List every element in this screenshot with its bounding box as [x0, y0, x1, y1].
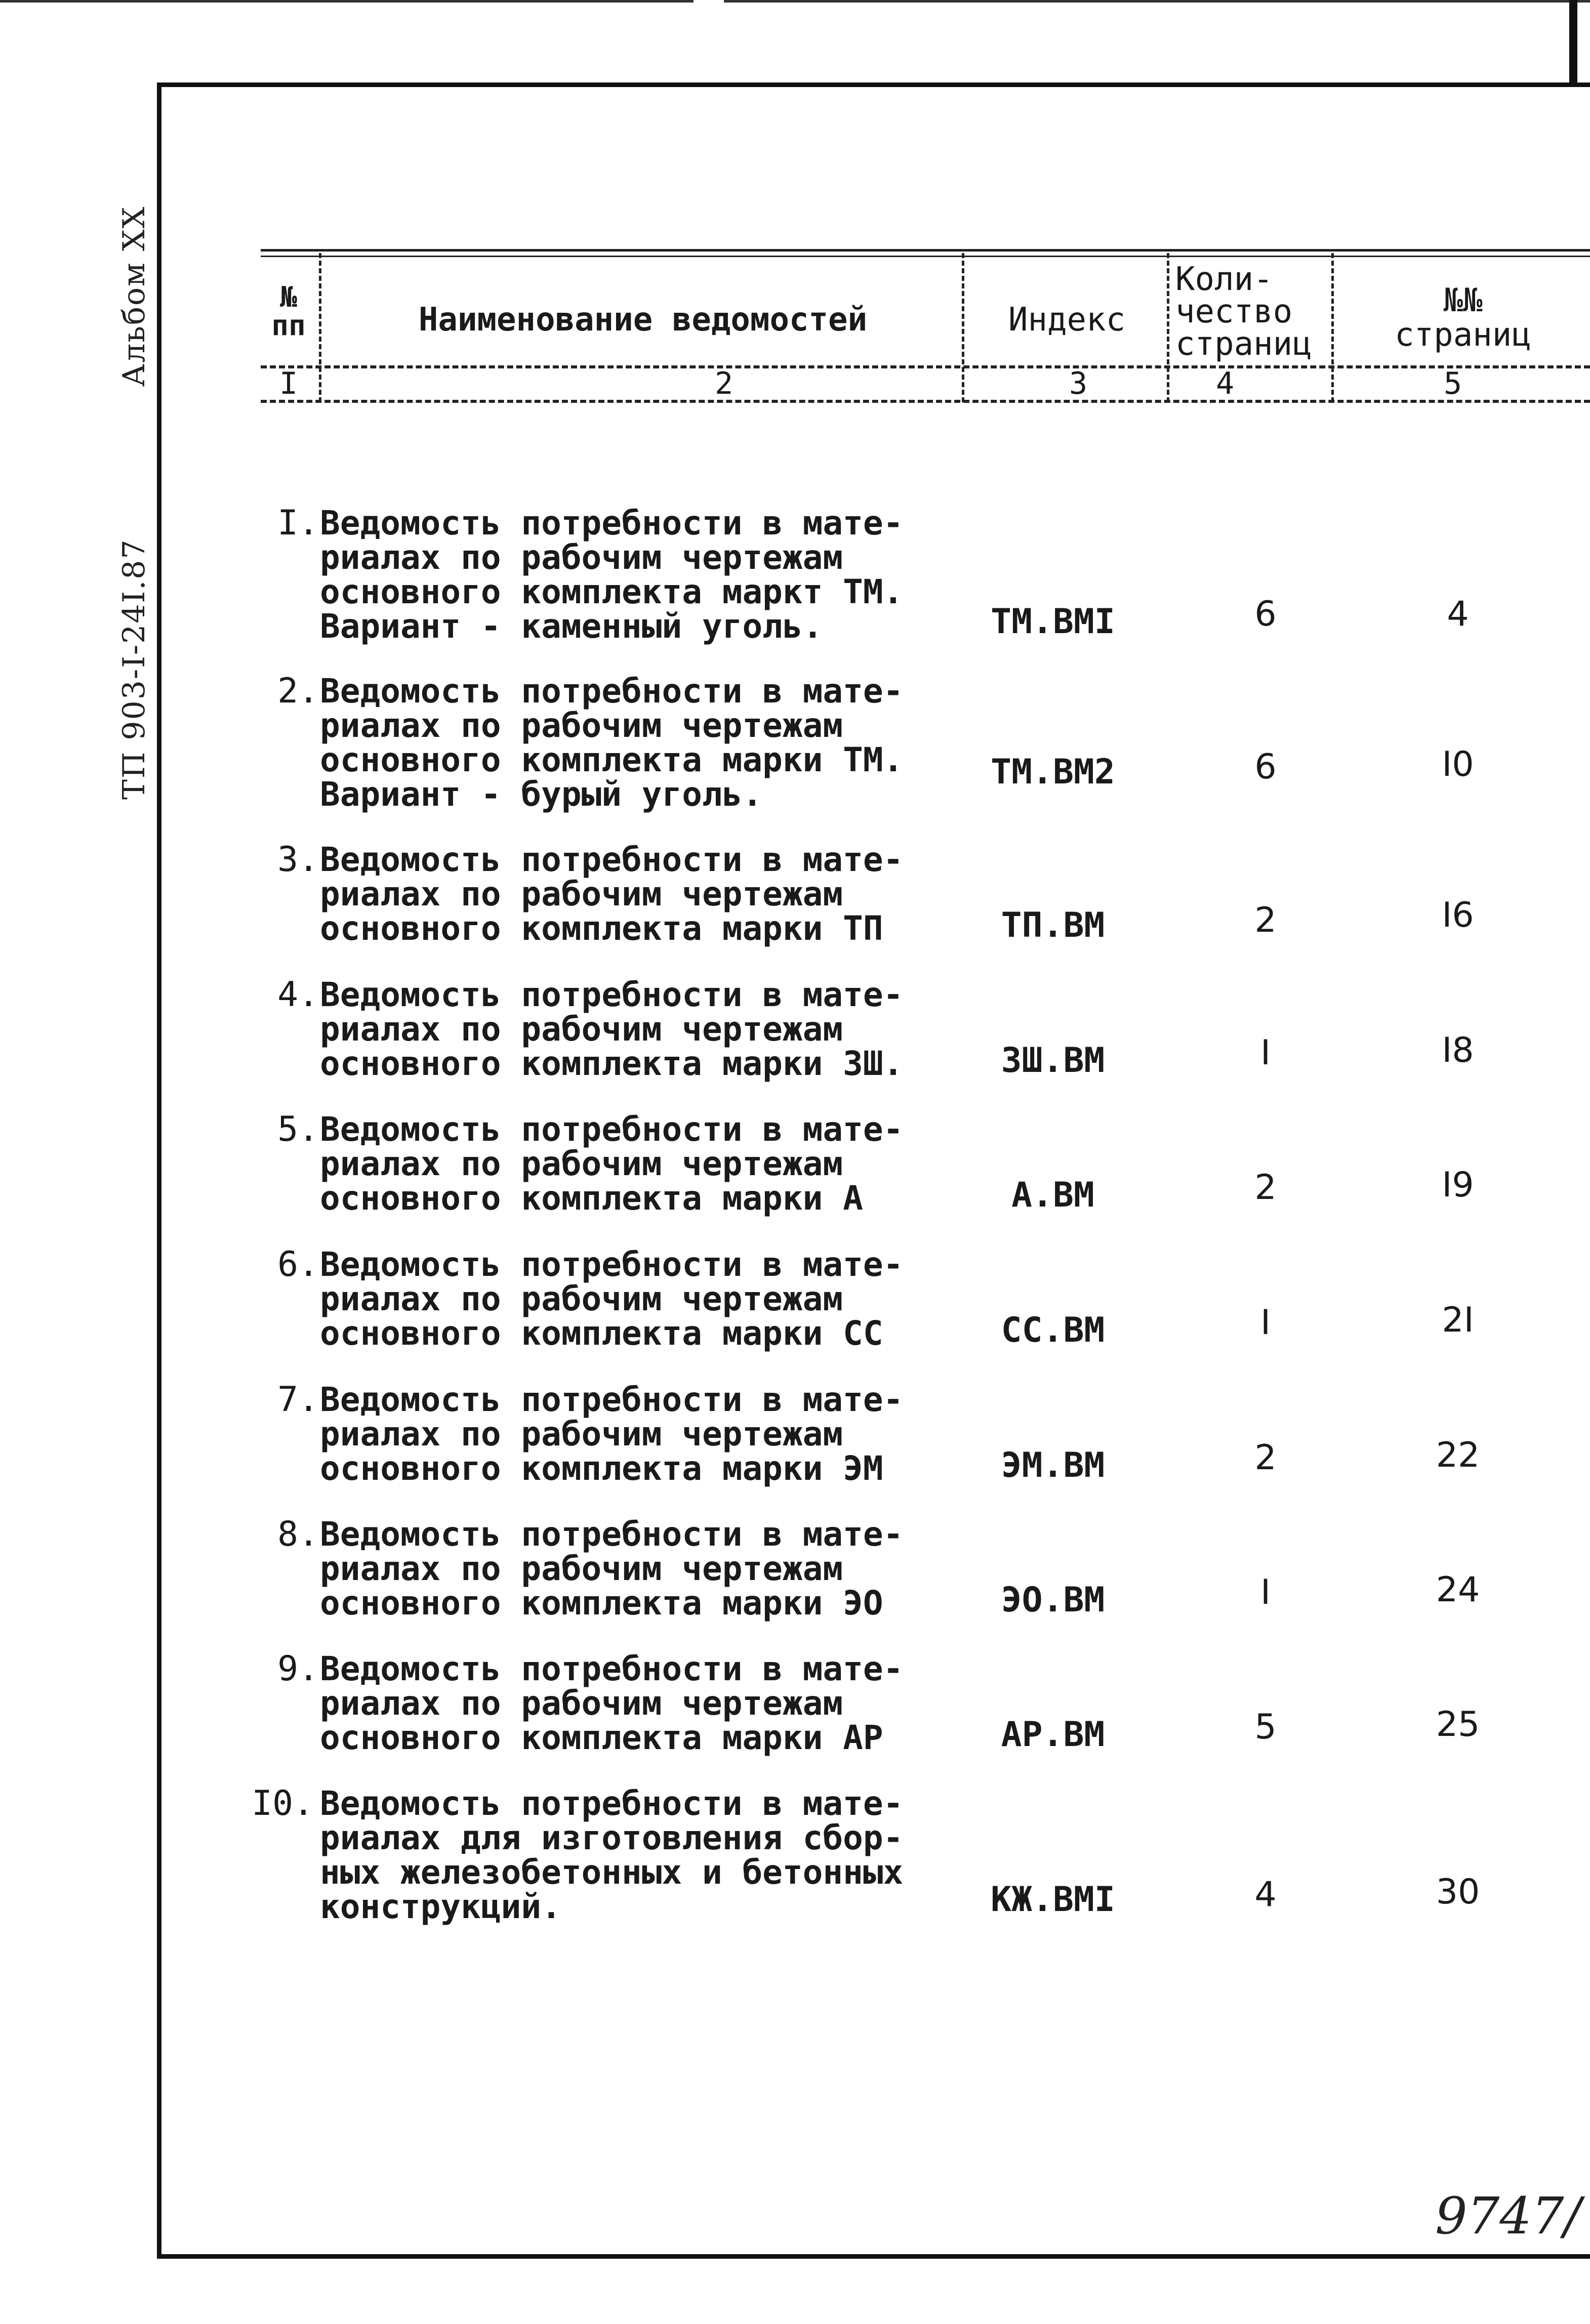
archive-number-stamp: 9747/ [1435, 2186, 1581, 2246]
row-number: 5. [277, 1109, 319, 1149]
row-index: СС.ВМ [1001, 1310, 1105, 1350]
row-count: 4 [1254, 1875, 1277, 1915]
row-page: I8 [1442, 1030, 1474, 1070]
row-index: ТП.ВМ [1001, 905, 1105, 945]
row-page: 4 [1447, 594, 1469, 634]
row-number: I0. [252, 1783, 314, 1823]
header-num: № пп [271, 281, 306, 342]
row-description: Ведомость потребности в мате- риалах по рабочим чертежам основного комплекта марки СС [320, 1245, 904, 1353]
row-page: 30 [1436, 1872, 1480, 1912]
row-description: Ведомость потребности в мате- риалах по рабочим чертежам основного комплекта марки ЭМ [320, 1380, 904, 1488]
row-number: 7. [277, 1380, 319, 1420]
row-description: Ведомость потребности в мате- риалах по рабочим чертежам основного комплекта марки АР [320, 1649, 904, 1757]
header-top-rule [261, 249, 1590, 252]
header-index: Индекс [1008, 301, 1126, 339]
row-page: 22 [1436, 1435, 1480, 1475]
row-index: ЗШ.ВМ [1001, 1041, 1105, 1081]
row-number: 3. [277, 840, 319, 880]
row-index: ЭО.ВМ [1001, 1580, 1105, 1620]
row-index: АР.ВМ [1001, 1715, 1105, 1755]
col-number-4: 4 [1215, 366, 1235, 401]
row-number: 2. [277, 671, 319, 711]
row-count: I [1260, 1572, 1271, 1612]
header-mid-rule [261, 365, 1590, 368]
row-index: ТМ.ВМ2 [991, 752, 1115, 792]
col-divider-1 [319, 253, 321, 402]
row-number: 8. [277, 1514, 319, 1554]
row-description: Ведомость потребности в мате- риалах по рабочим чертежам основного комплекта марки ТМ. Вариант - бурый уголь. [320, 672, 904, 814]
album-label: Альбом ХХ [116, 205, 152, 387]
row-count: 6 [1254, 594, 1277, 634]
row-count: 2 [1254, 1168, 1277, 1208]
row-page: 25 [1436, 1705, 1480, 1745]
row-description: Ведомость потребности в мате- риалах для изготовления сбор- ных железобетонных и бетонных конструкций. [320, 1784, 904, 1926]
row-page: 24 [1436, 1570, 1480, 1610]
row-index: А.ВМ [1011, 1175, 1094, 1215]
header-top-rule-2 [261, 256, 1590, 257]
row-index: ТМ.ВМI [991, 602, 1115, 642]
row-count: I [1260, 1303, 1271, 1343]
row-description: Ведомость потребности в мате- риалах по рабочим чертежам основного комплекта марки ЭО [320, 1515, 904, 1623]
row-index: КЖ.ВМI [991, 1880, 1115, 1920]
row-number: 6. [277, 1244, 319, 1284]
row-count: 2 [1254, 1438, 1277, 1478]
row-index: ЭМ.ВМ [1001, 1445, 1105, 1485]
header-name: Наименование ведомостей [418, 301, 868, 339]
row-page: I6 [1442, 895, 1474, 935]
col-number-3: 3 [1069, 366, 1088, 401]
row-description: Ведомость потребности в мате- риалах по рабочим чертежам основного комплекта марки А [320, 1110, 904, 1218]
col-divider-2 [962, 253, 964, 402]
top-corner-mark [1569, 0, 1577, 84]
row-count: 6 [1254, 747, 1277, 787]
row-number: 9. [277, 1649, 319, 1689]
row-page: I0 [1442, 744, 1474, 784]
header-count: Коли- чество страниц [1175, 261, 1312, 363]
row-page: I9 [1442, 1165, 1474, 1205]
row-count: I [1260, 1033, 1271, 1073]
row-page: 2I [1442, 1300, 1474, 1340]
doc-code: ТП 903-I-24I.87 [116, 538, 152, 800]
header-pages: №№ страниц [1395, 282, 1531, 354]
row-count: 2 [1254, 900, 1277, 940]
col-number-2: 2 [714, 366, 733, 401]
row-count: 5 [1254, 1707, 1277, 1747]
col-number-5: 5 [1443, 366, 1462, 401]
row-description: Ведомость потребности в мате- риалах по рабочим чертежам основного комплекта марки ТП [320, 840, 904, 948]
top-edge-line-left [0, 0, 694, 3]
col-number-1: I [279, 366, 298, 401]
top-edge-line-right [724, 0, 1590, 3]
row-description: Ведомость потребности в мате- риалах по рабочим чертежам основного комплекта марки ЗШ. [320, 975, 904, 1083]
header-bottom-rule [261, 400, 1590, 403]
row-number: I. [277, 503, 319, 543]
sidebar-title [116, 206, 152, 800]
row-description: Ведомость потребности в мате- риалах по рабочим чертежам основного комплекта маркт ТМ. Вариант - каменный уголь. [320, 504, 904, 646]
row-number: 4. [277, 975, 319, 1015]
